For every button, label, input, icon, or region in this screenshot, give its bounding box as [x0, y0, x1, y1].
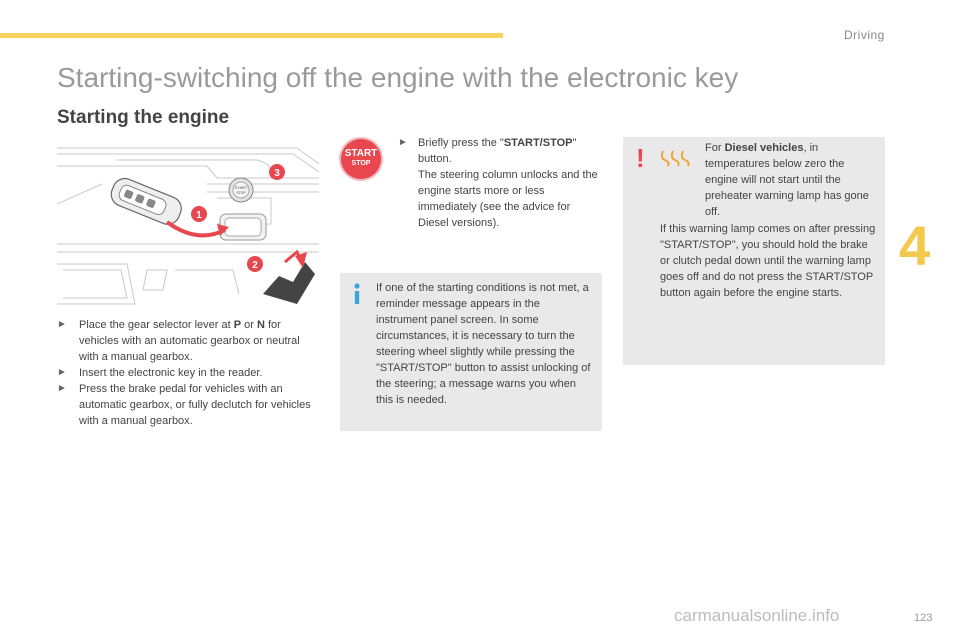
press-text: " button. [418, 137, 577, 165]
svg-text:2: 2 [252, 260, 258, 271]
step-item [57, 381, 319, 429]
steps-list [57, 317, 319, 429]
step-item [57, 317, 319, 365]
preheater-lamp-icon [660, 148, 694, 168]
press-text: Briefly press the " [418, 137, 504, 149]
bullet-icon: ► [57, 367, 67, 378]
section-heading: Starting the engine [57, 107, 230, 128]
accent-bar [0, 33, 503, 38]
warning-text: , in temperatures below zero the engine will not start until the preheater warning lamp has gone off. [705, 142, 869, 218]
warning-bold: Diesel vehicles [724, 142, 804, 154]
svg-text:3: 3 [274, 168, 280, 179]
warning-box [623, 137, 885, 365]
page-title: Starting-switching off the engine with the electronic key [57, 62, 739, 93]
gear-n: N [256, 319, 265, 331]
svg-text:START: START [234, 185, 248, 190]
bullet-icon: ► [57, 383, 67, 394]
step-text: Insert the electronic key in the reader. [79, 367, 263, 379]
dashboard-illustration [57, 144, 319, 314]
watermark: carmanualsonline.info [674, 606, 840, 625]
warning-diesel-text [705, 140, 877, 220]
page-number: 123 [914, 612, 933, 624]
stop-label: STOP [351, 160, 371, 167]
press-instruction [398, 135, 603, 231]
info-box [340, 273, 602, 431]
start-stop-button-icon [341, 139, 381, 179]
svg-text:1: 1 [196, 210, 202, 221]
step-text: for vehicles with an automatic gearbox or neutral with a manual gearbox. [79, 319, 300, 363]
warning-text: For [705, 142, 725, 154]
step-text: or [241, 319, 257, 331]
chapter-number: 4 [899, 214, 931, 277]
step-item [57, 365, 319, 381]
press-detail: The steering column unlocks and the engine starts more or less immediately (see the advice for Diesel versions). [418, 169, 598, 229]
step-text: Place the gear selector lever at [79, 319, 234, 331]
step-text: Press the brake pedal for vehicles with an automatic gearbox, or fully declutch for vehicles with a manual gearbox. [79, 383, 311, 427]
info-icon [352, 283, 362, 305]
warning-lamp-text: If this warning lamp comes on after pressing "START/STOP", you should hold the brake or clutch pedal down until the warning lamp goes off and do not press the START/STOP button again before the engine starts. [660, 223, 876, 299]
section-title: Driving [844, 28, 885, 42]
info-text: If one of the starting conditions is not met, a reminder message appears in the instrument panel screen. In some circumstances, it is necessary to turn the steering wheel slightly while pressing the "START/STOP" button to assist unlocking of the steering; a message warns you when this is needed. [376, 282, 591, 406]
warning-icon: ! [636, 143, 645, 173]
start-label: START [344, 148, 378, 159]
press-button-name: START/STOP [503, 137, 573, 149]
bullet-icon: ► [57, 319, 67, 330]
gear-p: P [233, 319, 242, 331]
bullet-icon: ► [398, 137, 408, 148]
svg-text:STOP: STOP [236, 191, 246, 195]
